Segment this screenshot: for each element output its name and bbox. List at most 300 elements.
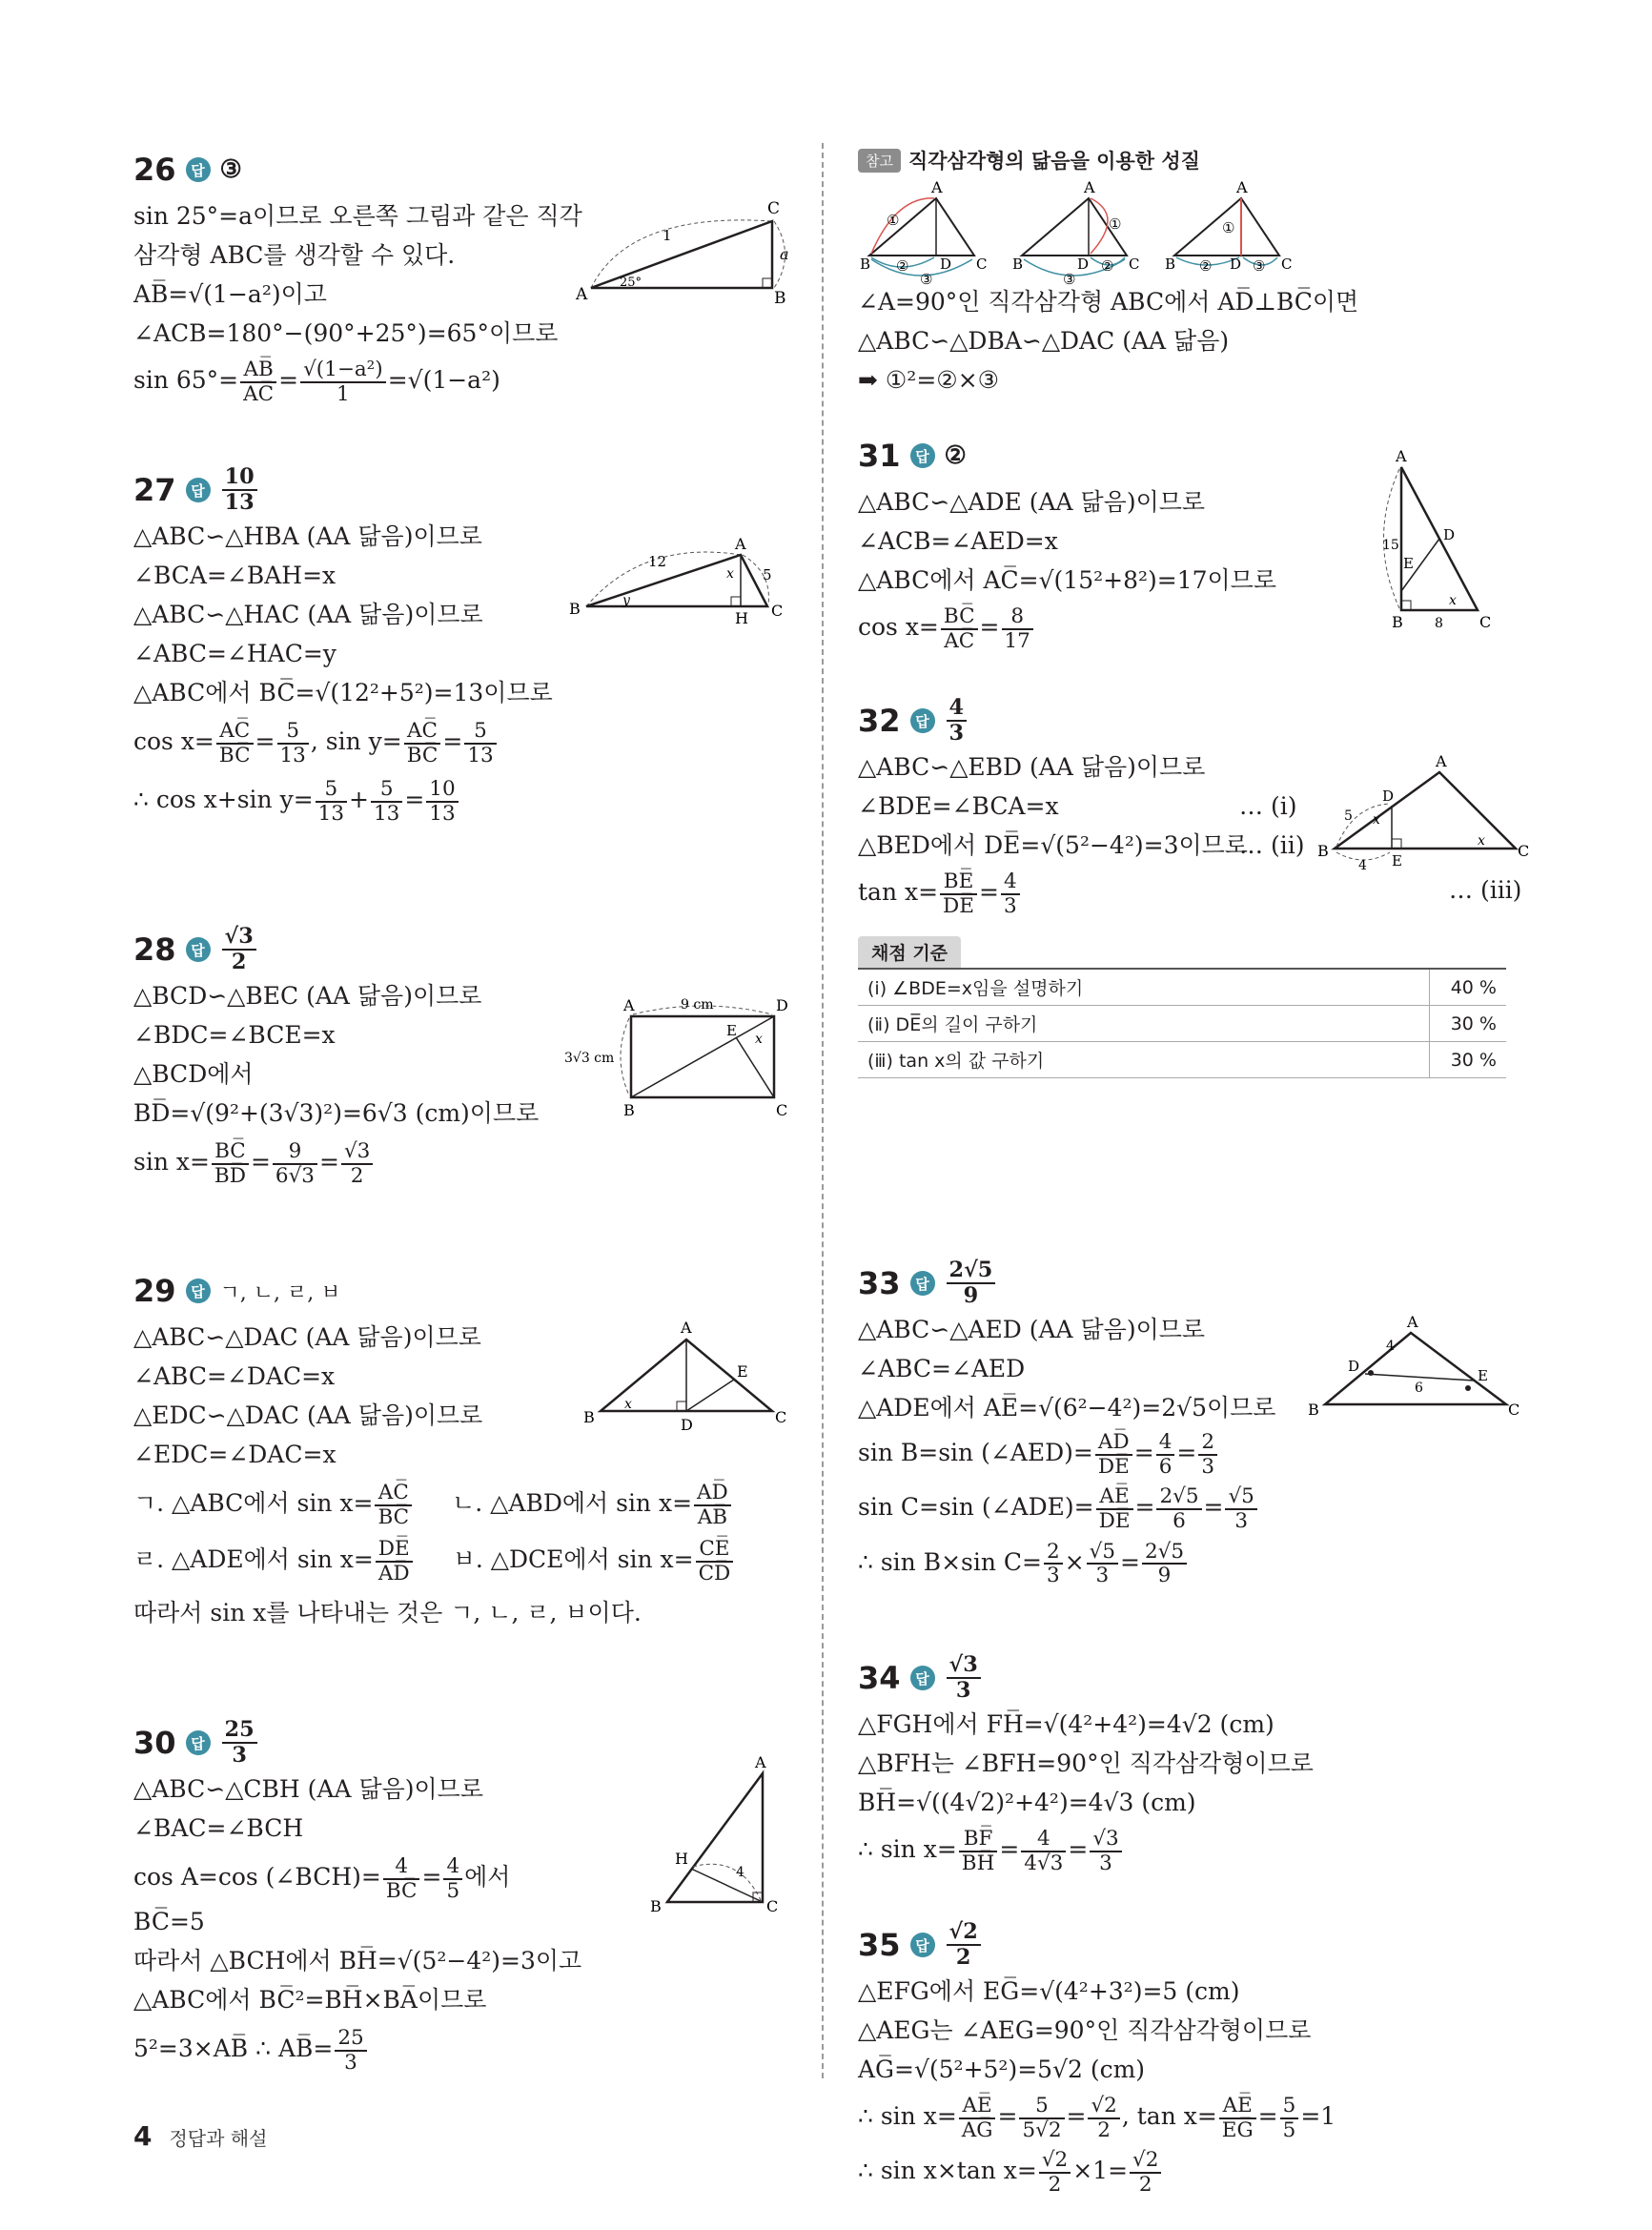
denominator: 3 xyxy=(344,2050,357,2075)
eq-text: sin B=sin (∠AED)= xyxy=(858,1439,1093,1467)
denominator: DE̅ xyxy=(1097,1454,1130,1479)
problem-30 xyxy=(133,1716,801,2075)
problem-26 xyxy=(133,143,801,405)
label-circle-1: ① xyxy=(1222,219,1235,236)
label-5: 5 xyxy=(1344,808,1353,824)
denominator: 9 xyxy=(1157,1564,1172,1588)
label-B: B xyxy=(650,1897,662,1915)
fraction xyxy=(694,1482,731,1528)
text-line: ∠BDC=∠BCE=x xyxy=(133,1021,336,1049)
numerator: AC̅ xyxy=(404,720,441,745)
numerator: AC̅ xyxy=(375,1482,412,1506)
fraction xyxy=(212,1140,249,1187)
fraction xyxy=(376,1538,413,1585)
label-C: C xyxy=(1518,842,1530,860)
numerator: 2√5 xyxy=(1156,1485,1201,1510)
note-figures xyxy=(858,177,1525,288)
choice xyxy=(133,1538,415,1585)
label-5: 5 xyxy=(763,566,772,583)
equation: sin C=sin (∠ADE)= $\frac{AE̅}{DE̅}$ = $\frac{2√5}{6}$ = $\frac{√5}{3}$ xyxy=(858,1485,1525,1532)
eq-text: ×1= xyxy=(1072,2157,1129,2185)
numerator: √2 xyxy=(1130,2149,1161,2174)
label-E: E xyxy=(1478,1367,1488,1384)
numerator: √3 xyxy=(947,1653,981,1679)
numerator: BC̅ xyxy=(212,1140,249,1165)
eq-text: cos x= xyxy=(858,613,939,642)
note-triangle-2 xyxy=(1012,178,1139,288)
numerator: AE̅ xyxy=(1219,2095,1256,2119)
text-line: △ABC∽△ADE (AA 닮음)이므로 xyxy=(858,488,1206,516)
numerator: 4 xyxy=(1001,870,1020,895)
label-circle-2: ② xyxy=(1101,257,1114,275)
text-line: △BCD∽△BEC (AA 닮음)이므로 xyxy=(133,982,482,1010)
fraction xyxy=(1142,1541,1187,1587)
denominator: BD̅ xyxy=(214,1163,246,1188)
eq-text: , sin y= xyxy=(310,727,402,756)
problem-number: 28 xyxy=(133,931,176,968)
note-title: 직각삼각형의 닮음을 이용한 성질 xyxy=(908,150,1200,173)
text-line: 따라서 sin x를 나타내는 것은 ㄱ, ㄴ, ㄹ, ㅂ이다. xyxy=(133,1598,642,1626)
text-line: △ABC∽△CBH (AA 닮음)이므로 xyxy=(133,1775,483,1803)
label-A: A xyxy=(735,535,746,553)
table-row xyxy=(858,1042,1506,1078)
denominator: 3 xyxy=(1095,1564,1110,1588)
label-A: A xyxy=(931,178,943,196)
label-C: C xyxy=(1281,256,1293,273)
label-C: C xyxy=(771,602,784,620)
eq-text: sin 65°= xyxy=(133,366,239,395)
fraction xyxy=(404,720,441,767)
fraction xyxy=(1156,1485,1201,1532)
label-y: y xyxy=(622,593,630,608)
answer xyxy=(947,1653,981,1702)
text-line: △ABC에서 BC̅=√(12²+5²)=13이므로 xyxy=(133,679,553,706)
label-H: H xyxy=(735,609,748,627)
denominator: AC̅ xyxy=(243,381,275,406)
fraction xyxy=(1087,1541,1118,1587)
numerator: 5 xyxy=(1280,2095,1299,2119)
denominator: 5 xyxy=(446,1878,460,1903)
label-4: 4 xyxy=(1386,1339,1395,1354)
page-number: 4 xyxy=(133,2120,153,2152)
fraction xyxy=(300,358,386,405)
denominator: 6√3 xyxy=(275,1163,315,1188)
table-cell: (ⅲ) tan x의 값 구하기 xyxy=(858,1042,1430,1078)
fraction xyxy=(1096,1485,1133,1532)
problem-27 xyxy=(133,463,801,826)
numerator: 2√5 xyxy=(947,1258,996,1284)
numerator: 4 xyxy=(443,1855,462,1880)
label-B: B xyxy=(1317,842,1329,860)
answer: ② xyxy=(944,441,967,470)
problem-32 xyxy=(858,694,1530,1078)
text-line: ∠EDC=∠DAC=x xyxy=(133,1441,337,1468)
problem-number: 33 xyxy=(858,1265,901,1301)
table-row xyxy=(858,1006,1506,1042)
figure-31 xyxy=(1373,448,1516,643)
problem-number: 29 xyxy=(133,1273,176,1309)
label-4: 4 xyxy=(1358,858,1367,873)
equation: ∴ sin x= $\frac{AE̅}{AG̅}$ = $\frac{5}{5√2}$ = $\frac{√2}{2}$ , tan x= $\frac{AE̅}{EG̅}$ = $\frac{5}{5}$ =1 xyxy=(858,2094,1336,2142)
label-circle-2: ② xyxy=(896,257,909,275)
equation: ∴ sin x= $\frac{BF̅}{BH̅}$ = $\frac{4}{4√3}$ = $\frac{√3}{3}$ xyxy=(858,1828,1525,1874)
label-B: B xyxy=(623,1101,635,1119)
text: △BED에서 DE̅=√(5²−4²)=3이므로 xyxy=(858,831,1248,859)
numerator: √3 xyxy=(222,925,256,951)
numerator: 25 xyxy=(335,2027,366,2052)
text-line: ∠ABC=∠DAC=x xyxy=(133,1362,336,1390)
denominator: BH̅ xyxy=(961,1851,995,1875)
figure-27 xyxy=(567,521,796,639)
eq-text: = xyxy=(278,366,299,395)
answer-badge: 답 xyxy=(186,157,211,182)
denominator: 13 xyxy=(224,490,255,515)
text-line: △ABC∽△AED (AA 닮음)이므로 xyxy=(858,1316,1206,1343)
label-circle-3: ③ xyxy=(1063,271,1076,288)
label-A: A xyxy=(1407,1313,1418,1331)
denominator: 3 xyxy=(232,1743,247,1768)
figure-26 xyxy=(572,193,791,311)
denominator: 2 xyxy=(1097,2117,1111,2142)
label-A: A xyxy=(1084,178,1095,196)
label-15: 15 xyxy=(1382,538,1399,553)
text-line: △ABC∽△DBA∽△DAC (AA 닮음) xyxy=(858,327,1230,355)
label-A: A xyxy=(1236,178,1248,196)
grading-table xyxy=(858,968,1506,1078)
label-C: C xyxy=(775,1408,787,1426)
answer-badge: 답 xyxy=(910,1271,935,1296)
fraction xyxy=(959,2095,996,2141)
footer-label: 정답과 해설 xyxy=(169,2127,268,2150)
table-cell: 30 % xyxy=(1430,1006,1507,1042)
text-line: ∠ABC=∠HAC=y xyxy=(133,640,337,667)
numerator: √3 xyxy=(341,1140,373,1165)
numerator: 4 xyxy=(1156,1431,1175,1456)
fraction xyxy=(1225,1485,1256,1532)
label-H: H xyxy=(675,1850,688,1868)
label-B: B xyxy=(774,289,786,308)
numerator: 2 xyxy=(1044,1541,1063,1565)
denominator: EG̅ xyxy=(1221,2117,1254,2142)
problem-31 xyxy=(858,429,1525,652)
fraction xyxy=(426,778,458,825)
denominator: 13 xyxy=(317,801,345,826)
label-x: x xyxy=(755,1032,763,1047)
text-line: △FGH에서 FH̅=√(4²+4²)=4√2 (cm) xyxy=(858,1710,1275,1738)
answer-badge: 답 xyxy=(186,478,211,502)
note-triangle-1 xyxy=(860,178,987,288)
table-cell: 30 % xyxy=(1430,1042,1507,1078)
eq-text: ∴ cos x+sin y= xyxy=(133,786,314,814)
fraction xyxy=(1019,2095,1064,2141)
problem-number: 35 xyxy=(858,1927,901,1963)
denominator: AB̅ xyxy=(697,1504,728,1529)
numerator: 5 xyxy=(277,720,309,745)
problem-number: 30 xyxy=(133,1725,176,1761)
answer-badge: 답 xyxy=(910,1666,935,1690)
numerator: √3 xyxy=(1090,1828,1121,1852)
choice xyxy=(452,1482,733,1528)
eq-text: ㄴ. △ABD에서 sin x= xyxy=(452,1489,693,1518)
denominator: DE̅ xyxy=(1098,1508,1131,1533)
denominator: DE̅ xyxy=(943,893,974,918)
text-line: △EFG에서 EG̅=√(4²+3²)=5 (cm) xyxy=(858,1977,1240,2005)
answer xyxy=(947,1258,996,1307)
step-mark: … (ⅰ) xyxy=(1239,792,1297,820)
fraction xyxy=(1090,1828,1121,1874)
equation xyxy=(133,2027,801,2074)
fraction xyxy=(464,720,496,767)
label-x: x xyxy=(726,566,734,582)
problem-29 xyxy=(133,1264,801,1632)
table-row xyxy=(858,969,1506,1006)
fraction xyxy=(335,2027,366,2074)
figure-29 xyxy=(581,1316,791,1443)
label-A: A xyxy=(1396,447,1407,465)
equation: sin B=sin (∠AED)= $\frac{AD̅}{DE̅}$ = $\frac{4}{6}$ = $\frac{2}{3}$ xyxy=(858,1431,1525,1478)
eq-text: 5²=3×AB̅ ∴ AB̅= xyxy=(133,2035,334,2063)
text-line: ∠BAC=∠BCH xyxy=(133,1814,304,1842)
label-x: x xyxy=(624,1397,632,1412)
label-E: E xyxy=(726,1022,737,1039)
numerator: 9 xyxy=(273,1140,317,1165)
denominator: 2 xyxy=(955,1945,971,1970)
fraction xyxy=(273,1140,317,1187)
denominator: 3 xyxy=(955,1678,971,1703)
text-line: △ADE에서 AE̅=√(6²−4²)=2√5이므로 xyxy=(858,1394,1276,1422)
answer-badge: 답 xyxy=(186,1279,211,1303)
numerator: 10 xyxy=(426,778,458,803)
numerator: AC̅ xyxy=(216,720,254,745)
label-circle-3: ③ xyxy=(920,271,933,288)
label-D: D xyxy=(681,1416,693,1434)
page-footer xyxy=(133,2120,267,2152)
numerator: DE̅ xyxy=(376,1538,413,1563)
label-x: x xyxy=(1449,593,1457,608)
text-line: △EDC∽△DAC (AA 닮음)이므로 xyxy=(133,1401,483,1429)
figure-32 xyxy=(1315,752,1530,881)
label-C: C xyxy=(776,1101,788,1119)
equation: ∴ cos x+sin y= $\frac{5}{13}$ + $\frac{5}{13}$ = $\frac{10}{13}$ xyxy=(133,778,801,825)
problem-number: 32 xyxy=(858,703,901,739)
problem-number: 27 xyxy=(133,472,176,508)
denominator: 2 xyxy=(1138,2172,1152,2197)
numerator: 5 xyxy=(316,778,347,803)
fraction xyxy=(375,1482,412,1528)
fraction xyxy=(1156,1431,1175,1478)
denominator: 3 xyxy=(1099,1851,1112,1875)
text-line: ∠ACB=∠AED=x xyxy=(858,527,1058,555)
eq-text: 에서 xyxy=(464,1863,511,1892)
eq-text: ㄹ. △ADE에서 sin x= xyxy=(133,1545,374,1574)
numerator: 4 xyxy=(383,1855,420,1880)
label-a: a xyxy=(780,245,789,263)
denominator: BC̅ xyxy=(385,1878,418,1903)
label-C: C xyxy=(976,256,988,273)
numerator: CE̅ xyxy=(696,1538,734,1563)
step-mark: … (ⅱ) xyxy=(1239,831,1305,859)
figure-28 xyxy=(564,997,793,1125)
label-circle-2: ② xyxy=(1199,257,1213,275)
numerator: √(1−a²) xyxy=(300,358,386,383)
text-line: ∠ABC=∠AED xyxy=(858,1355,1026,1382)
denominator: 2 xyxy=(350,1163,364,1188)
denominator: BC̅ xyxy=(218,743,251,767)
label-6: 6 xyxy=(1415,1381,1423,1396)
answer xyxy=(222,925,256,973)
numerator: BC̅ xyxy=(941,605,978,630)
label-9cm: 9 cm xyxy=(681,997,714,1013)
label-B: B xyxy=(860,256,871,273)
label-D: D xyxy=(776,996,788,1014)
denominator: BC̅ xyxy=(377,1504,410,1529)
label-A: A xyxy=(1436,752,1447,770)
denominator: 3 xyxy=(1047,1564,1060,1588)
fraction xyxy=(240,358,276,405)
fraction xyxy=(277,720,309,767)
denominator: 3 xyxy=(1234,1508,1249,1533)
numerator: √2 xyxy=(947,1920,981,1946)
fraction xyxy=(1130,2149,1161,2196)
fraction xyxy=(1001,870,1020,917)
label-3root3: 3√3 cm xyxy=(564,1051,615,1066)
grading-title: 채점 기준 xyxy=(858,936,961,968)
denominator: 5√2 xyxy=(1022,2117,1062,2142)
choice xyxy=(133,1482,414,1528)
choice-row xyxy=(133,1482,801,1528)
text-line: ∠A=90°인 직각삼각형 ABC에서 AD̅⊥BC̅이면 xyxy=(858,288,1359,316)
denominator: 6 xyxy=(1158,1454,1173,1479)
answer-badge: 답 xyxy=(910,708,935,733)
answer: ③ xyxy=(219,155,242,184)
answer xyxy=(222,1718,257,1767)
numerator: 5 xyxy=(1019,2095,1064,2119)
numerator: 2 xyxy=(1198,1431,1217,1456)
fraction xyxy=(1002,605,1033,652)
figure-33 xyxy=(1306,1314,1525,1432)
label-E: E xyxy=(1403,555,1414,572)
fraction xyxy=(1039,2149,1071,2196)
numerator: AE̅ xyxy=(1096,1485,1133,1510)
numerator: AE̅ xyxy=(959,2095,996,2119)
denominator: 6 xyxy=(1173,1508,1186,1533)
equation xyxy=(858,2149,1525,2196)
numerator: 10 xyxy=(222,465,257,491)
label-A: A xyxy=(681,1319,692,1337)
label-hyp: 1 xyxy=(663,227,672,244)
problem-35 xyxy=(858,1918,1525,2197)
numerator: 25 xyxy=(222,1718,257,1744)
answer-badge: 답 xyxy=(910,443,935,468)
answer-badge: 답 xyxy=(186,1730,211,1755)
text-line: ∠BCA=∠BAH=x xyxy=(133,562,337,589)
problem-number: 34 xyxy=(858,1660,901,1696)
answer xyxy=(222,465,257,514)
note-tag: 참고 xyxy=(858,149,901,173)
fraction xyxy=(1198,1431,1217,1478)
label-circle-1: ① xyxy=(887,212,900,229)
text: ∠BDE=∠BCA=x xyxy=(858,792,1059,820)
label-B: B xyxy=(1308,1401,1319,1419)
problem-33 xyxy=(858,1257,1525,1587)
text-line: △ABC∽△DAC (AA 닮음)이므로 xyxy=(133,1323,481,1351)
numerator: 5 xyxy=(371,778,402,803)
fraction xyxy=(1088,2095,1119,2141)
denominator: BC̅ xyxy=(406,743,438,767)
fraction xyxy=(1219,2095,1256,2141)
text-line: ➡ ①²=②×③ xyxy=(858,366,1000,394)
label-B: B xyxy=(1012,256,1024,273)
numerator: AD̅ xyxy=(1095,1431,1132,1456)
text-line: △AEG는 ∠AEG=90°인 직각삼각형이므로 xyxy=(858,2016,1312,2044)
fraction xyxy=(316,778,347,825)
text-line: 따라서 △BCH에서 BH̅=√(5²−4²)=3이고 xyxy=(133,1947,582,1975)
problem-number: 31 xyxy=(858,438,901,474)
label-C: C xyxy=(767,199,781,218)
text-line: △ABC∽△HBA (AA 닮음)이므로 xyxy=(133,522,482,550)
text-line: sin 25°=a이므로 오른쪽 그림과 같은 직각 xyxy=(133,202,582,230)
label-4: 4 xyxy=(736,1865,744,1880)
text-line: 삼각형 ABC를 생각할 수 있다. xyxy=(133,241,456,269)
numerator: √2 xyxy=(1039,2149,1071,2174)
denominator: 9 xyxy=(963,1283,979,1308)
equation: tan x= $\frac{BE̅}{DE̅}$ = $\frac{4}{3}$ … (ⅲ) xyxy=(858,869,1522,918)
label-D: D xyxy=(940,256,952,273)
label-D: D xyxy=(1382,788,1395,805)
label-circle-3: ③ xyxy=(1253,257,1266,275)
label-C: C xyxy=(1129,256,1140,273)
problem-34 xyxy=(858,1651,1525,1874)
problem-number: 26 xyxy=(133,152,176,188)
text-line: △ABC∽△EBD (AA 닮음)이므로 xyxy=(858,753,1206,781)
eq-text: ∴ sin x= xyxy=(858,1835,957,1864)
fraction xyxy=(1044,1541,1063,1587)
equation: cos x= $\frac{BC̅}{AC̅}$ = $\frac{8}{17}$ xyxy=(858,605,1525,652)
eq-text: ∴ sin x×tan x= xyxy=(858,2157,1037,2185)
denominator: AG̅ xyxy=(961,2117,993,2142)
problem-28 xyxy=(133,923,801,1187)
equation: cos x= $\frac{AC̅}{BC̅}$ = $\frac{5}{13}$ , sin y= $\frac{AC̅}{BC̅}$ = $\frac{5}{13}$ xyxy=(133,720,801,767)
denominator: 2 xyxy=(231,950,247,974)
fraction xyxy=(341,1140,373,1187)
numerator: 2√5 xyxy=(1142,1541,1187,1565)
text-line: ∠ACB=180°−(90°+25°)=65°이므로 xyxy=(133,319,559,347)
label-angle: 25° xyxy=(620,276,642,290)
eq-text: tan x= xyxy=(858,878,939,907)
label-C: C xyxy=(766,1897,779,1915)
numerator: 4 xyxy=(1021,1828,1066,1852)
label-E: E xyxy=(1392,852,1402,869)
label-C: C xyxy=(1508,1401,1520,1419)
denominator: 13 xyxy=(279,743,306,767)
eq-text: ㄱ. △ABC에서 sin x= xyxy=(133,1489,374,1518)
figure-30 xyxy=(648,1754,801,1930)
text-line: BH̅=√((4√2)²+4²)=4√3 (cm) xyxy=(858,1789,1196,1816)
equation: cos A=cos (∠BCH)= $\frac{4}{BC̅}$ = $\frac{4}{5}$ 에서 xyxy=(133,1854,511,1903)
answer-badge: 답 xyxy=(910,1933,935,1957)
label-C: C xyxy=(1479,613,1492,631)
fraction xyxy=(1095,1431,1132,1478)
numerator: AD̅ xyxy=(694,1482,731,1506)
eq-text: , tan x= xyxy=(1121,2102,1217,2131)
label-B: B xyxy=(583,1408,595,1426)
label-B: B xyxy=(1165,256,1176,273)
numerator: √5 xyxy=(1225,1485,1256,1510)
answer-badge: 답 xyxy=(186,937,211,962)
denominator: 13 xyxy=(373,801,400,826)
eq-text: sin x= xyxy=(133,1148,210,1176)
denominator: 4√3 xyxy=(1024,1851,1064,1875)
